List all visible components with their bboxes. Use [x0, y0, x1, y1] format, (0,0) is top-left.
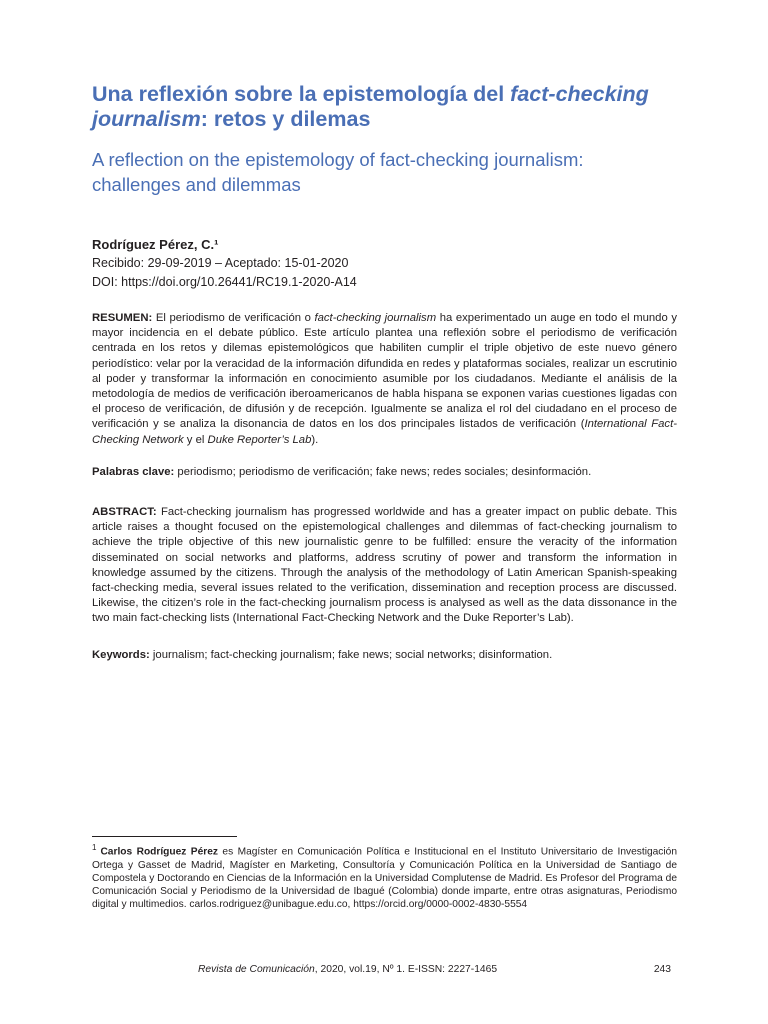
footnote-divider — [92, 836, 237, 837]
footnote-text: es Magíster en Comunicación Política e Institucional en el Instituto Universitario de Investigación Ortega y Gasset de Madrid, Magíster en Marketing, Consultoría y Comunicación Política en la Universidad de Santiago de Compostela y Doctorando en Ciencias de la Información en la Universidad Complutense de Madrid. Es Profesor del Programa de Comunicación Social y Periodismo de la Universidad de Ibagué (Colombia) donde imparte, entre otras asignaturas, Periodismo digital y multimedios. carlos.rodriguez@unibague.edu.co, https://orcid.org/0000-0002-4830-5554 — [92, 846, 677, 911]
resumen-italic-3: Duke Reporter’s Lab — [207, 433, 312, 446]
abstract-label: ABSTRACT: — [92, 506, 157, 518]
footnote-author-name: Carlos Rodríguez Pérez — [100, 846, 218, 858]
footnote — [92, 841, 677, 911]
footnote-mark: 1 — [92, 843, 97, 852]
resumen-text-2: ha experimentado un auge en todo el mundo y mayor incidencia en el debate público. Este artículo plantea una reflexión sobre el periodismo de verificación centrada en los retos y dilemas epistemológicos que habiliten cumplir el triple objetivo de este nuevo género periodístico: velar por la veracidad de la información difundida en redes y plataformas sociales, realizar un escrutinio al poder y transformar la información en conocimiento asumible por los ciudadanos. Mediante el análisis de la metodología de medios de verificación iberoamericanos de habla hispana se exponen varias cuestiones ligadas con el proceso de verificación, de difusión y de recepción. Igualmente se analiza el rol del ciudadano en el proceso de verificación y se analiza la disonancia de datos en los dos principales listados de verificación ( — [92, 312, 677, 431]
received-accepted-dates: Recibido: 29-09-2019 – Aceptado: 15-01-2020 — [92, 256, 349, 270]
keywords — [92, 648, 677, 663]
resumen-italic-1: fact-checking journalism — [314, 312, 437, 324]
author-name: Rodríguez Pérez, C.¹ — [92, 237, 219, 252]
page-number: 243 — [653, 964, 671, 975]
title-es-part1: Una reflexión sobre la epistemología del — [92, 82, 511, 106]
palabras-clave-text: periodismo; periodismo de verificación; fake news; redes sociales; desinformación. — [174, 466, 592, 478]
abstract-paragraph — [92, 505, 677, 627]
title-spanish — [92, 82, 677, 132]
doi-link[interactable]: DOI: https://doi.org/10.26441/RC19.1-2020-A14 — [92, 275, 357, 289]
resumen-text-3: y el — [183, 433, 208, 446]
keywords-label: Keywords: — [92, 649, 150, 661]
abstract-text: Fact-checking journalism has progressed worldwide and has a greater impact on public debate. This article raises a thought focused on the epistemological challenges and dilemmas of fact-checking journalism to achieve the triple objective of this new journalistic genre to be fulfilled: ensure the veracity of the information disseminated on social networks and platforms, address scrutiny of power and transform the information in knowledge assumed by the citizens. Through the analysis of the methodology of Latin American Spanish-speaking fact-checking media, several issues related to the verification, dissemination and reception process are discussed. Likewise, the citizen’s role in the fact-checking journalism process is analysed as well as the data dissonance in the two main fact-checking lists (International Fact-Checking Network and the Duke Reporter’s Lab). — [92, 506, 677, 625]
title-english: A reflection on the epistemology of fact-checking journalism: challenges and dilemmas — [92, 149, 584, 195]
resumen-italic-2: International Fact-Checking Network — [92, 418, 677, 446]
journal-name: Revista de Comunicación — [198, 964, 315, 975]
palabras-clave-label: Palabras clave: — [92, 466, 175, 478]
title-es-italic: fact-checking journalism — [92, 82, 649, 131]
journal-citation — [198, 963, 497, 976]
palabras-clave — [92, 465, 677, 480]
journal-details: , 2020, vol.19, Nº 1. E-ISSN: 2227-1465 — [314, 964, 498, 975]
resumen-text-4: ). — [311, 433, 319, 446]
author-block — [92, 235, 677, 292]
resumen-paragraph — [92, 311, 677, 448]
resumen-label: RESUMEN: — [92, 312, 153, 324]
title-es-part2: : retos y dilemas — [200, 107, 371, 131]
resumen-text-1: El periodismo de verificación o — [152, 312, 315, 324]
keywords-text: journalism; fact-checking journalism; fake news; social networks; disinformation. — [149, 649, 553, 661]
